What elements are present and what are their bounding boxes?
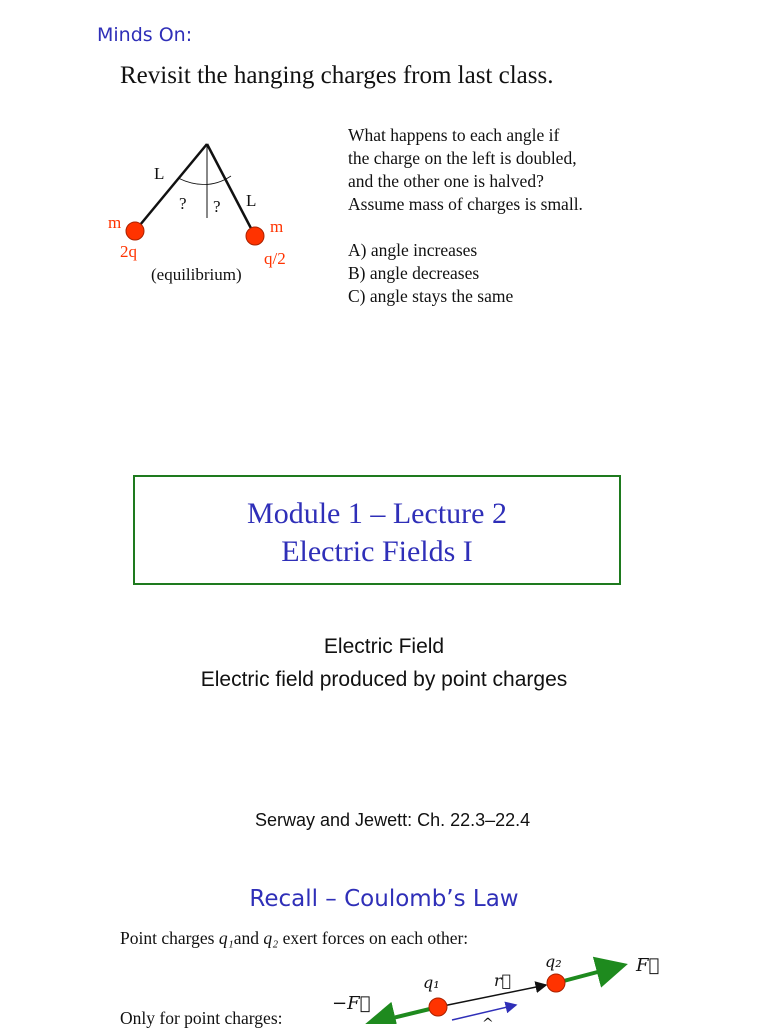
force-label: F⃗ — [636, 955, 660, 976]
topic-item: Electric Field — [323, 635, 445, 658]
answer-options — [348, 239, 513, 308]
right-charge — [246, 227, 264, 245]
charge-q1 — [429, 998, 447, 1016]
intro-part: Point charges — [120, 928, 219, 948]
left-string — [135, 144, 207, 231]
minds-on-heading: Minds On: — [97, 24, 193, 46]
charge-q2 — [547, 974, 565, 992]
angle-label-left: ? — [179, 194, 187, 213]
charge-label-left: 2q — [120, 242, 137, 261]
question-line: What happens to each angle if — [348, 125, 560, 145]
q1-symbol: q₁ — [218, 928, 234, 948]
question-text — [348, 124, 583, 216]
right-string — [207, 144, 255, 236]
equilibrium-caption: (equilibrium) — [151, 265, 242, 284]
question-line: Assume mass of charges is small. — [348, 194, 583, 214]
coulomb-force-diagram — [0, 940, 768, 1024]
length-label-left: L — [154, 164, 165, 183]
left-charge — [126, 222, 144, 240]
textbook-reference: Serway and Jewett: Ch. 22.3–22.4 — [255, 810, 531, 830]
r-vector-label: r⃗ — [494, 971, 512, 990]
intro-text: Revisit the hanging charges from last class. — [120, 62, 554, 89]
length-label-right: L — [246, 191, 257, 210]
r-hat-label: ^ — [482, 1016, 494, 1024]
option-a: A) angle increases — [348, 240, 478, 260]
lecture-title: Electric Fields I — [281, 535, 473, 568]
mass-label-right: m — [270, 217, 284, 236]
question-line: and the other one is halved? — [348, 171, 544, 191]
recall-heading: Recall – Coulomb’s Law — [249, 886, 519, 912]
module-line: Module 1 – Lecture 2 — [247, 497, 507, 530]
option-c: C) angle stays the same — [348, 286, 514, 306]
mass-label-left: m — [108, 213, 122, 232]
intro-and: and — [233, 928, 264, 948]
negative-force-label: −F⃗ — [332, 993, 371, 1014]
module-title-box — [133, 475, 621, 585]
topic-item: Electric field produced by point charges — [200, 668, 568, 691]
q1-label: q₁ — [423, 973, 440, 992]
separation-vector — [438, 985, 546, 1007]
charge-label-right: q/2 — [264, 249, 286, 268]
intro-rest: exert forces on each other: — [278, 928, 469, 948]
angle-label-right: ? — [213, 197, 221, 216]
q2-label: q₂ — [545, 952, 562, 971]
force-on-q1-arrow — [368, 1007, 438, 1024]
topic-list — [0, 630, 768, 696]
option-b: B) angle decreases — [348, 263, 480, 283]
q2-symbol: q₂ — [263, 928, 279, 948]
force-on-q2-arrow — [556, 965, 624, 983]
only-point-charges-text: Only for point charges: — [120, 1008, 283, 1028]
question-line: the charge on the left is doubled, — [348, 148, 577, 168]
